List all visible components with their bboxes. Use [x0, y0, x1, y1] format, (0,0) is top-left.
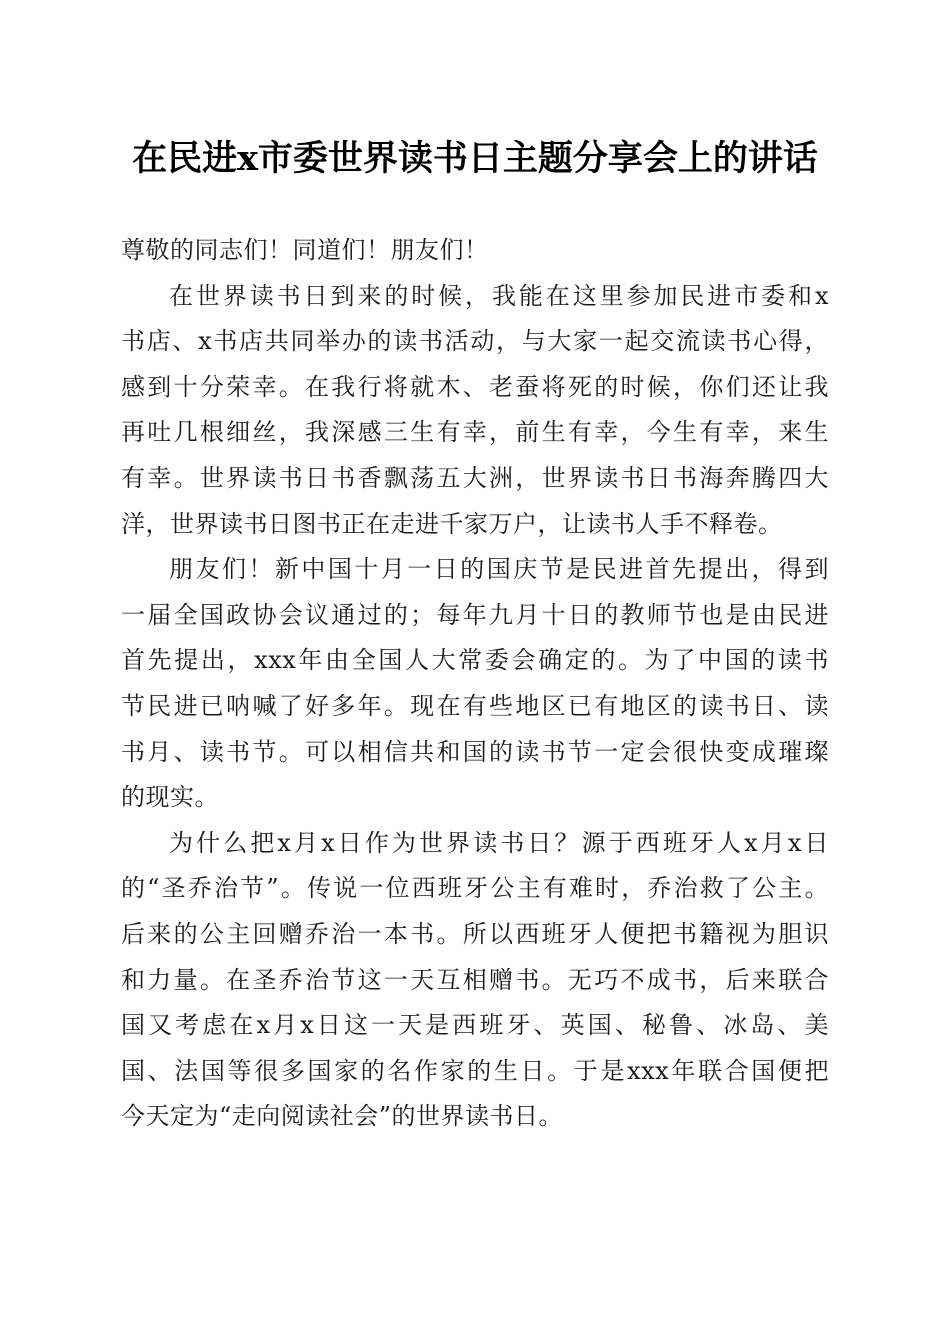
- paragraph-3: [121, 821, 829, 1140]
- salutation: 尊敬的同志们！同道们！朋友们！: [121, 236, 489, 264]
- paragraph-line: 朋友们！新中国十月一日的国庆节是民进首先提出，得到: [169, 555, 829, 584]
- paragraph-line: 首先提出，xxx年由全国人大常委会确定的。为了中国的读书: [121, 646, 829, 675]
- document-title: 在民进x市委世界读书日主题分享会上的讲话: [132, 138, 818, 179]
- paragraph-line: 为什么把x月x日作为世界读书日？源于西班牙人x月x日: [169, 828, 829, 857]
- paragraph-line: 后来的公主回赠乔治一本书。所以西班牙人便把书籍视为胆识: [121, 919, 829, 948]
- document-body: [121, 228, 829, 1140]
- paragraph-1: [121, 274, 829, 548]
- paragraph-line: 在世界读书日到来的时候，我能在这里参加民进市委和x: [169, 281, 829, 310]
- paragraph-line: 国又考虑在x月x日这一天是西班牙、英国、秘鲁、冰岛、美: [121, 1011, 829, 1040]
- paragraph-line: 书月、读书节。可以相信共和国的读书节一定会很快变成璀璨: [121, 737, 829, 766]
- paragraph-line: 有幸。世界读书日书香飘荡五大洲，世界读书日书海奔腾四大: [121, 463, 829, 492]
- paragraph-line: 书店、x书店共同举办的读书活动，与大家一起交流读书心得，: [121, 327, 829, 356]
- paragraph-line: 今天定为“走向阅读社会”的世界读书日。: [121, 1102, 564, 1131]
- paragraph-line: 和力量。在圣乔治节这一天互相赠书。无巧不成书，后来联合: [121, 965, 829, 994]
- paragraph-2: [121, 547, 829, 821]
- paragraph-line: 再吐几根细丝，我深感三生有幸，前生有幸，今生有幸，来生: [121, 418, 829, 447]
- paragraph-line: 洋，世界读书日图书正在走进千家万户，让读书人手不释卷。: [121, 509, 783, 538]
- paragraph-line: 的现实。: [121, 783, 219, 812]
- paragraph-line: 一届全国政协会议通过的；每年九月十日的教师节也是由民进: [121, 600, 829, 629]
- paragraph-line: 国、法国等很多国家的名作家的生日。于是xxx年联合国便把: [121, 1056, 829, 1085]
- paragraph-line: 感到十分荣幸。在我行将就木、老蚕将死的时候，你们还让我: [121, 372, 829, 401]
- paragraph-line: 节民进已呐喊了好多年。现在有些地区已有地区的读书日、读: [121, 691, 829, 720]
- paragraph-line: 的“圣乔治节”。传说一位西班牙公主有难时，乔治救了公主。: [121, 874, 829, 903]
